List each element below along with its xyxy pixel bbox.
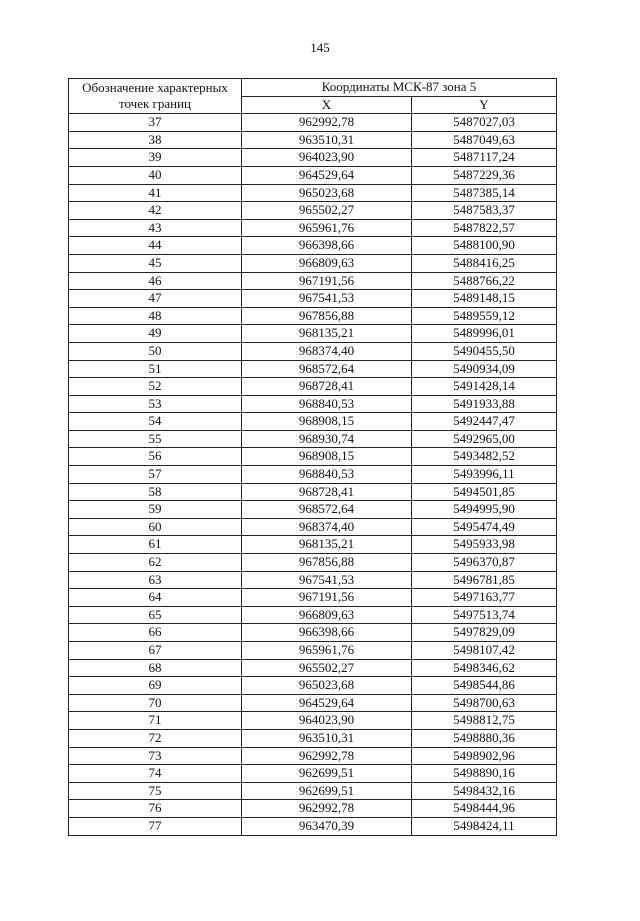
x-coordinate-cell: 966809,63 xyxy=(242,606,412,624)
point-number-cell: 45 xyxy=(69,254,242,272)
y-coordinate-cell: 5489996,01 xyxy=(412,325,557,343)
table-row xyxy=(69,589,557,607)
y-coordinate-cell: 5487117,24 xyxy=(412,149,557,167)
point-number-cell: 75 xyxy=(69,782,242,800)
y-coordinate-cell: 5493482,52 xyxy=(412,448,557,466)
x-coordinate-cell: 965502,27 xyxy=(242,202,412,220)
x-coordinate-cell: 967191,56 xyxy=(242,272,412,290)
point-number-cell: 69 xyxy=(69,677,242,695)
point-number-cell: 76 xyxy=(69,800,242,818)
table-row xyxy=(69,430,557,448)
y-coordinate-cell: 5488100,90 xyxy=(412,237,557,255)
table-row xyxy=(69,166,557,184)
x-coordinate-cell: 968840,53 xyxy=(242,466,412,484)
table-row xyxy=(69,395,557,413)
x-coordinate-cell: 968572,64 xyxy=(242,360,412,378)
y-coordinate-cell: 5490934,09 xyxy=(412,360,557,378)
table-row xyxy=(69,747,557,765)
table-row xyxy=(69,466,557,484)
y-coordinate-cell: 5498880,36 xyxy=(412,729,557,747)
y-coordinate-cell: 5498424,11 xyxy=(412,817,557,835)
y-coordinate-cell: 5498346,62 xyxy=(412,659,557,677)
coordinate-system-header: Координаты МСК-87 зона 5 xyxy=(242,79,557,97)
point-number-cell: 37 xyxy=(69,114,242,132)
y-coordinate-cell: 5498812,75 xyxy=(412,712,557,730)
table-row xyxy=(69,202,557,220)
x-coordinate-cell: 962992,78 xyxy=(242,800,412,818)
y-coordinate-cell: 5497163,77 xyxy=(412,589,557,607)
x-coordinate-cell: 968728,41 xyxy=(242,483,412,501)
y-coordinate-cell: 5487027,03 xyxy=(412,114,557,132)
x-coordinate-cell: 967856,88 xyxy=(242,307,412,325)
point-number-cell: 48 xyxy=(69,307,242,325)
designation-header: Обозначение характерных точек границ xyxy=(69,79,242,114)
x-coordinate-cell: 968728,41 xyxy=(242,378,412,396)
point-number-cell: 51 xyxy=(69,360,242,378)
table-row xyxy=(69,254,557,272)
x-coordinate-cell: 962992,78 xyxy=(242,747,412,765)
table-row xyxy=(69,360,557,378)
table-row xyxy=(69,606,557,624)
point-number-cell: 77 xyxy=(69,817,242,835)
point-number-cell: 68 xyxy=(69,659,242,677)
point-number-cell: 56 xyxy=(69,448,242,466)
x-coordinate-cell: 964529,64 xyxy=(242,166,412,184)
x-coordinate-cell: 968374,40 xyxy=(242,518,412,536)
y-coordinate-cell: 5498890,16 xyxy=(412,765,557,783)
point-number-cell: 57 xyxy=(69,466,242,484)
x-coordinate-cell: 964529,64 xyxy=(242,694,412,712)
x-coordinate-cell: 965023,68 xyxy=(242,677,412,695)
table-row xyxy=(69,272,557,290)
x-coordinate-cell: 963510,31 xyxy=(242,131,412,149)
table-body xyxy=(69,114,557,835)
table-row xyxy=(69,729,557,747)
table-row xyxy=(69,413,557,431)
x-coordinate-cell: 968135,21 xyxy=(242,536,412,554)
y-coordinate-cell: 5493996,11 xyxy=(412,466,557,484)
coordinates-table xyxy=(68,78,557,836)
x-header: X xyxy=(242,96,412,114)
x-coordinate-cell: 967541,53 xyxy=(242,290,412,308)
table-row xyxy=(69,448,557,466)
x-coordinate-cell: 966398,66 xyxy=(242,237,412,255)
x-coordinate-cell: 968908,15 xyxy=(242,413,412,431)
point-number-cell: 39 xyxy=(69,149,242,167)
y-coordinate-cell: 5497513,74 xyxy=(412,606,557,624)
x-coordinate-cell: 963510,31 xyxy=(242,729,412,747)
table-row xyxy=(69,325,557,343)
table-row xyxy=(69,378,557,396)
x-coordinate-cell: 968572,64 xyxy=(242,501,412,519)
x-coordinate-cell: 965023,68 xyxy=(242,184,412,202)
x-coordinate-cell: 962992,78 xyxy=(242,114,412,132)
point-number-cell: 61 xyxy=(69,536,242,554)
x-coordinate-cell: 964023,90 xyxy=(242,149,412,167)
point-number-cell: 62 xyxy=(69,554,242,572)
x-coordinate-cell: 968930,74 xyxy=(242,430,412,448)
x-coordinate-cell: 968374,40 xyxy=(242,342,412,360)
point-number-cell: 59 xyxy=(69,501,242,519)
point-number-cell: 40 xyxy=(69,166,242,184)
y-header: Y xyxy=(412,96,557,114)
point-number-cell: 74 xyxy=(69,765,242,783)
table-row xyxy=(69,624,557,642)
point-number-cell: 66 xyxy=(69,624,242,642)
table-row xyxy=(69,659,557,677)
y-coordinate-cell: 5487583,37 xyxy=(412,202,557,220)
x-coordinate-cell: 964023,90 xyxy=(242,712,412,730)
y-coordinate-cell: 5490455,50 xyxy=(412,342,557,360)
table-row xyxy=(69,184,557,202)
table-row xyxy=(69,290,557,308)
table-row xyxy=(69,694,557,712)
y-coordinate-cell: 5494995,90 xyxy=(412,501,557,519)
y-coordinate-cell: 5488766,22 xyxy=(412,272,557,290)
table-row xyxy=(69,114,557,132)
point-number-cell: 63 xyxy=(69,571,242,589)
y-coordinate-cell: 5487822,57 xyxy=(412,219,557,237)
y-coordinate-cell: 5498700,63 xyxy=(412,694,557,712)
point-number-cell: 50 xyxy=(69,342,242,360)
y-coordinate-cell: 5494501,85 xyxy=(412,483,557,501)
point-number-cell: 54 xyxy=(69,413,242,431)
point-number-cell: 47 xyxy=(69,290,242,308)
point-number-cell: 52 xyxy=(69,378,242,396)
page-number: 145 xyxy=(310,40,330,55)
y-coordinate-cell: 5496370,87 xyxy=(412,554,557,572)
x-coordinate-cell: 968908,15 xyxy=(242,448,412,466)
point-number-cell: 43 xyxy=(69,219,242,237)
table-row xyxy=(69,677,557,695)
point-number-cell: 71 xyxy=(69,712,242,730)
y-coordinate-cell: 5489148,15 xyxy=(412,290,557,308)
y-coordinate-cell: 5492965,00 xyxy=(412,430,557,448)
y-coordinate-cell: 5487049,63 xyxy=(412,131,557,149)
x-coordinate-cell: 966809,63 xyxy=(242,254,412,272)
table-row xyxy=(69,149,557,167)
point-number-cell: 38 xyxy=(69,131,242,149)
point-number-cell: 73 xyxy=(69,747,242,765)
point-number-cell: 64 xyxy=(69,589,242,607)
point-number-cell: 67 xyxy=(69,642,242,660)
y-coordinate-cell: 5491933,88 xyxy=(412,395,557,413)
y-coordinate-cell: 5498107,42 xyxy=(412,642,557,660)
x-coordinate-cell: 967541,53 xyxy=(242,571,412,589)
table-row xyxy=(69,765,557,783)
x-coordinate-cell: 968840,53 xyxy=(242,395,412,413)
point-number-cell: 49 xyxy=(69,325,242,343)
y-coordinate-cell: 5488416,25 xyxy=(412,254,557,272)
point-number-cell: 58 xyxy=(69,483,242,501)
y-coordinate-cell: 5487229,36 xyxy=(412,166,557,184)
x-coordinate-cell: 967191,56 xyxy=(242,589,412,607)
y-coordinate-cell: 5498544,86 xyxy=(412,677,557,695)
table-row xyxy=(69,536,557,554)
x-coordinate-cell: 965961,76 xyxy=(242,642,412,660)
table-row xyxy=(69,642,557,660)
table-row xyxy=(69,782,557,800)
y-coordinate-cell: 5498902,96 xyxy=(412,747,557,765)
point-number-cell: 42 xyxy=(69,202,242,220)
x-coordinate-cell: 962699,51 xyxy=(242,782,412,800)
table-row xyxy=(69,131,557,149)
table-row xyxy=(69,307,557,325)
x-coordinate-cell: 965502,27 xyxy=(242,659,412,677)
table-row xyxy=(69,712,557,730)
x-coordinate-cell: 966398,66 xyxy=(242,624,412,642)
y-coordinate-cell: 5495474,49 xyxy=(412,518,557,536)
y-coordinate-cell: 5498444,96 xyxy=(412,800,557,818)
point-number-cell: 53 xyxy=(69,395,242,413)
table-row xyxy=(69,501,557,519)
table-row xyxy=(69,342,557,360)
point-number-cell: 44 xyxy=(69,237,242,255)
y-coordinate-cell: 5491428,14 xyxy=(412,378,557,396)
table-row xyxy=(69,800,557,818)
y-coordinate-cell: 5495933,98 xyxy=(412,536,557,554)
y-coordinate-cell: 5498432,16 xyxy=(412,782,557,800)
point-number-cell: 65 xyxy=(69,606,242,624)
point-number-cell: 46 xyxy=(69,272,242,290)
point-number-cell: 70 xyxy=(69,694,242,712)
y-coordinate-cell: 5492447,47 xyxy=(412,413,557,431)
x-coordinate-cell: 965961,76 xyxy=(242,219,412,237)
table-row xyxy=(69,571,557,589)
point-number-cell: 60 xyxy=(69,518,242,536)
y-coordinate-cell: 5489559,12 xyxy=(412,307,557,325)
table-row xyxy=(69,483,557,501)
y-coordinate-cell: 5496781,85 xyxy=(412,571,557,589)
y-coordinate-cell: 5497829,09 xyxy=(412,624,557,642)
point-number-cell: 55 xyxy=(69,430,242,448)
table-row xyxy=(69,219,557,237)
x-coordinate-cell: 962699,51 xyxy=(242,765,412,783)
y-coordinate-cell: 5487385,14 xyxy=(412,184,557,202)
table-row xyxy=(69,237,557,255)
point-number-cell: 72 xyxy=(69,729,242,747)
table-row xyxy=(69,554,557,572)
x-coordinate-cell: 967856,88 xyxy=(242,554,412,572)
table-row xyxy=(69,817,557,835)
x-coordinate-cell: 963470,39 xyxy=(242,817,412,835)
point-number-cell: 41 xyxy=(69,184,242,202)
table-row xyxy=(69,518,557,536)
x-coordinate-cell: 968135,21 xyxy=(242,325,412,343)
